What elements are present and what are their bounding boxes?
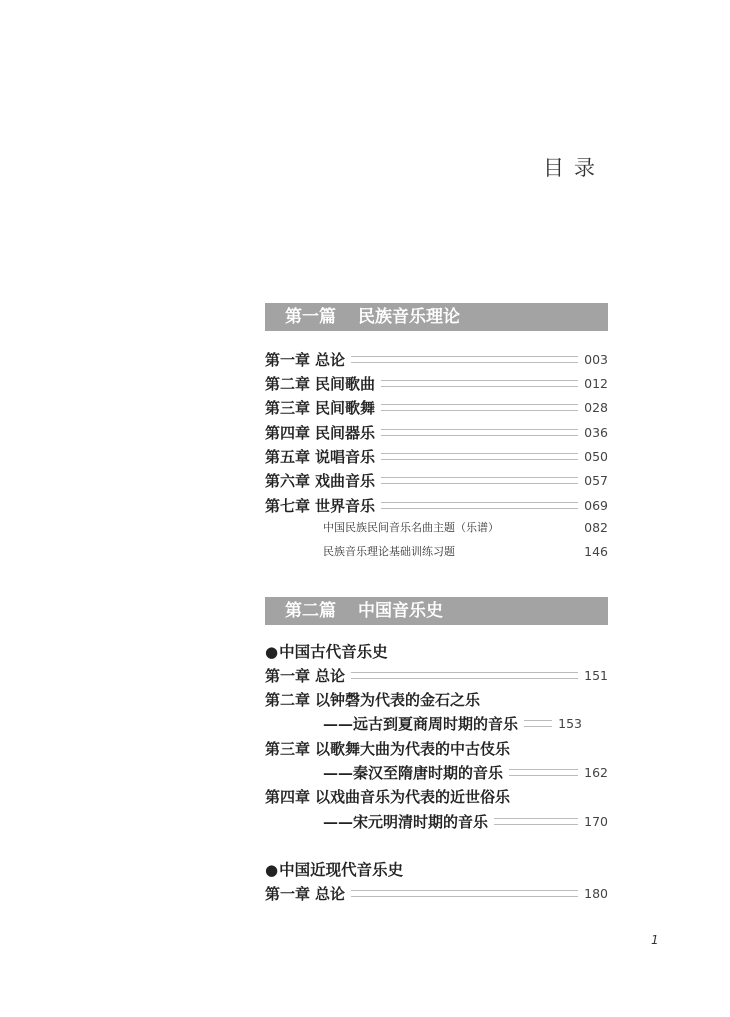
- page-number: 151: [584, 667, 608, 683]
- dot-leader: [381, 429, 578, 436]
- chapter-subtitle: ——远古到夏商周时期的音乐: [323, 714, 519, 733]
- section-title: 中国古代音乐史: [279, 642, 388, 661]
- chapter-title: 说唱音乐: [315, 447, 376, 466]
- toc-appendix-entry[interactable]: [265, 516, 608, 538]
- page-number: 146: [584, 543, 608, 559]
- chapter-number: 第一章: [265, 884, 311, 903]
- toc-entry[interactable]: [265, 421, 608, 443]
- dot-leader: [524, 720, 552, 727]
- page-number: 082: [584, 519, 608, 535]
- part-header-2: [265, 597, 608, 625]
- dot-leader: [351, 356, 578, 363]
- dot-leader: [381, 404, 578, 411]
- chapter-title: 民间器乐: [315, 423, 376, 442]
- part-number: 第一篇: [285, 307, 336, 327]
- chapter-title: 以戏曲音乐为代表的近世俗乐: [315, 787, 511, 806]
- toc-entry-subtitle[interactable]: [265, 810, 608, 832]
- chapter-title: 民间歌舞: [315, 398, 376, 417]
- toc-entry[interactable]: [265, 372, 608, 394]
- dot-leader: [509, 769, 578, 776]
- toc-entry[interactable]: [265, 785, 608, 807]
- toc-entry-subtitle[interactable]: [265, 761, 608, 783]
- page-number: 057: [584, 472, 608, 488]
- dot-leader: [381, 380, 578, 387]
- chapter-title: 以歌舞大曲为代表的中古伎乐: [315, 739, 511, 758]
- part-name: 民族音乐理论: [358, 307, 460, 327]
- toc-entry[interactable]: [265, 882, 608, 904]
- chapter-number: 第五章: [265, 447, 311, 466]
- chapter-number: 第二章: [265, 690, 311, 709]
- chapter-number: 第一章: [265, 350, 311, 369]
- page-title: 目录: [543, 156, 605, 180]
- page-number: 028: [584, 399, 608, 415]
- chapter-title: 总论: [315, 350, 346, 369]
- toc-entry[interactable]: [265, 445, 608, 467]
- chapter-title: 戏曲音乐: [315, 471, 376, 490]
- chapter-number: 第四章: [265, 423, 311, 442]
- section-title: 中国近现代音乐史: [279, 860, 404, 879]
- appendix-title: 民族音乐理论基础训练习题: [323, 545, 455, 558]
- bullet-icon: ●: [265, 643, 279, 661]
- dot-leader: [351, 672, 578, 679]
- chapter-subtitle: ——秦汉至隋唐时期的音乐: [323, 763, 504, 782]
- chapter-title: 世界音乐: [315, 496, 376, 515]
- chapter-number: 第四章: [265, 787, 311, 806]
- chapter-number: 第三章: [265, 739, 311, 758]
- part-header-1: [265, 303, 608, 331]
- toc-entry[interactable]: [265, 469, 608, 491]
- chapter-number: 第一章: [265, 666, 311, 685]
- part-number: 第二篇: [285, 601, 336, 621]
- toc-entry[interactable]: [265, 348, 608, 370]
- page-number: 162: [584, 764, 608, 780]
- dot-leader: [351, 890, 578, 897]
- toc-entry[interactable]: [265, 737, 608, 759]
- chapter-number: 第六章: [265, 471, 311, 490]
- toc-entry[interactable]: [265, 688, 608, 710]
- toc-entry[interactable]: [265, 494, 608, 516]
- chapter-number: 第三章: [265, 398, 311, 417]
- appendix-title: 中国民族民间音乐名曲主题（乐谱）: [323, 521, 499, 534]
- page-number: 036: [584, 424, 608, 440]
- chapter-number: 第七章: [265, 496, 311, 515]
- page-number: 180: [584, 885, 608, 901]
- chapter-number: 第二章: [265, 374, 311, 393]
- page-number: 012: [584, 375, 608, 391]
- section-heading: [265, 640, 388, 662]
- toc-entry[interactable]: [265, 664, 608, 686]
- toc-entry[interactable]: [265, 396, 608, 418]
- page-number: 050: [584, 448, 608, 464]
- chapter-subtitle: ——宋元明清时期的音乐: [323, 812, 489, 831]
- dot-leader: [381, 477, 578, 484]
- bullet-icon: ●: [265, 861, 279, 879]
- page-number: 003: [584, 351, 608, 367]
- chapter-title: 总论: [315, 666, 346, 685]
- part-name: 中国音乐史: [358, 601, 443, 621]
- chapter-title: 以钟磬为代表的金石之乐: [315, 690, 481, 709]
- chapter-title: 总论: [315, 884, 346, 903]
- chapter-title: 民间歌曲: [315, 374, 376, 393]
- page-number: 153: [558, 715, 583, 731]
- toc-entry-subtitle[interactable]: [265, 712, 608, 734]
- dot-leader: [494, 818, 578, 825]
- page-folio: 1: [651, 933, 659, 947]
- dot-leader: [381, 502, 578, 509]
- page-number: 170: [584, 813, 608, 829]
- toc-appendix-entry[interactable]: [265, 540, 608, 562]
- section-heading: [265, 858, 403, 880]
- dot-leader: [381, 453, 578, 460]
- page-number: 069: [584, 497, 608, 513]
